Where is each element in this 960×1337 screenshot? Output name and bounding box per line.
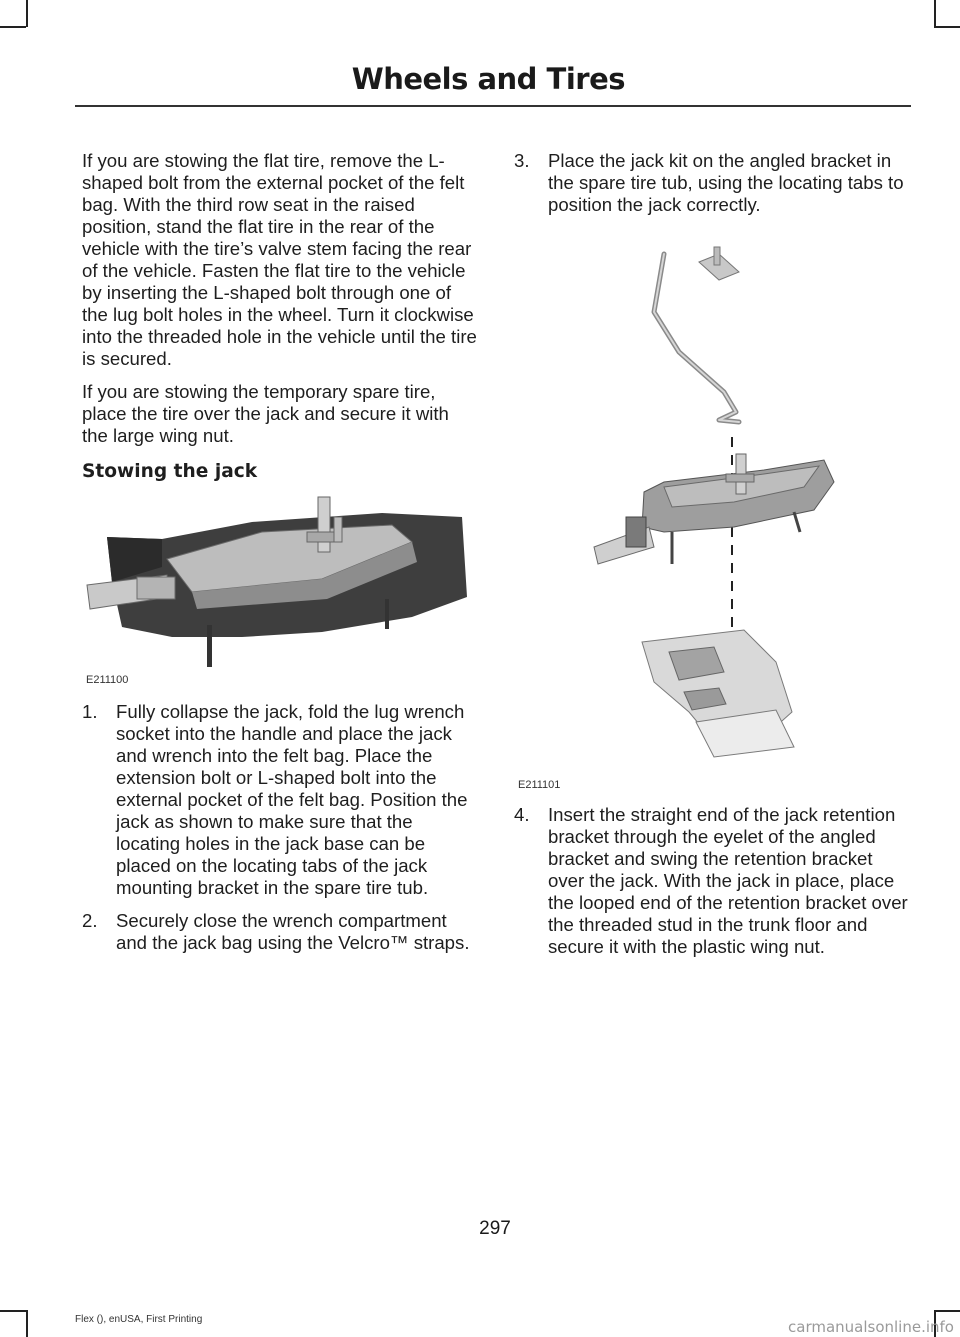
step-text: Place the jack kit on the angled bracket in the spare tire tub, using the locating tabs to position the jack correctly.	[548, 150, 904, 215]
step-number: 2.	[82, 910, 98, 931]
step-item	[82, 910, 478, 954]
footer-text: Flex (), enUSA, First Printing	[75, 1314, 203, 1325]
step-text: Securely close the wrench compartment and the jack bag using the Velcro™ straps.	[116, 910, 470, 953]
paragraph-temporary-spare: If you are stowing the temporary spare tire, place the tire over the jack and secure it with the large wing nut.	[82, 381, 449, 446]
crop-mark	[26, 1310, 28, 1337]
crop-mark	[934, 1310, 960, 1312]
header-divider	[75, 105, 911, 107]
page-title: Wheels and Tires	[351, 62, 625, 96]
jack-bag-illustration	[82, 487, 478, 683]
page-number: 297	[479, 1218, 511, 1239]
step-number: 4.	[514, 804, 530, 825]
crop-mark	[934, 0, 936, 27]
step-text: Fully collapse the jack, fold the lug wrench socket into the handle and place the jack and wrench into the felt bag. Place the extension bolt or L-shaped bolt into the external pocket of the felt bag. Position the jack as shown to make sure that the locating holes in the jack base can be placed on the locating tabs of the jack mounting bracket in the spare tire tub.	[116, 701, 468, 898]
paragraph-flat-tire: If you are stowing the flat tire, remove the L-shaped bolt from the external pocket of the felt bag. With the third row seat in the raised position, stand the flat tire in the rear of the vehicle with the tire’s valve stem facing the rear of the vehicle. Fasten the flat tire to the vehicle by inserting the L-shaped bolt through one of the lug bolt holes in the wheel. Turn it clockwise into the threaded hole in the vehicle until the tire is secured.	[82, 150, 477, 369]
crop-mark	[934, 26, 960, 28]
step-number: 1.	[82, 701, 98, 722]
crop-mark	[26, 0, 28, 27]
step-text: Insert the straight end of the jack retention bracket through the eyelet of the angled bracket and swing the retention bracket over the jack. With the jack in place, place the looped end of the retention bracket over the threaded stud in the trunk floor and secure it with the plastic wing nut.	[548, 804, 908, 957]
right-column	[514, 150, 910, 969]
left-column	[82, 150, 478, 965]
step-item	[514, 150, 910, 216]
crop-mark	[0, 26, 26, 28]
figure-jack-mounting	[514, 242, 910, 791]
jack-mounting-illustration	[514, 242, 910, 772]
step-number: 3.	[514, 150, 530, 171]
crop-mark	[0, 1310, 26, 1312]
step-item	[514, 804, 910, 958]
watermark: carmanualsonline.info	[788, 1318, 954, 1336]
step-item	[82, 701, 478, 899]
figure-code: E211100	[86, 674, 129, 686]
section-heading: Stowing the jack	[82, 461, 258, 482]
figure-code: E211101	[518, 779, 561, 791]
figure-jack-in-bag	[82, 487, 478, 686]
